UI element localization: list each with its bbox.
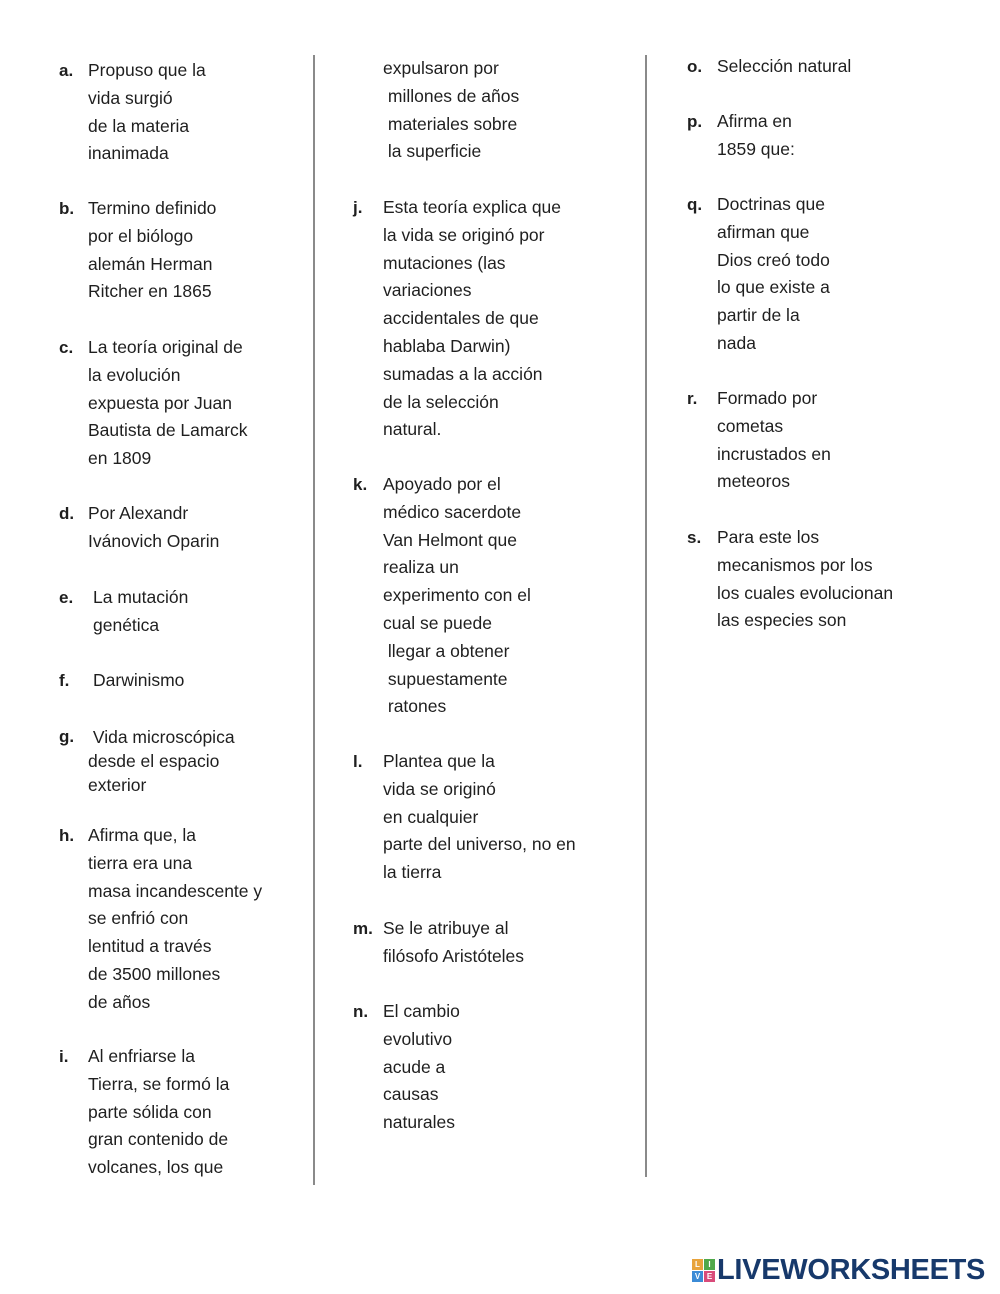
item-text: Termino definido por el biólogo alemán Herman Ritcher en 1865 xyxy=(88,198,217,302)
item-letter: p. xyxy=(687,112,703,131)
item-text: Se le atribuye al filósofo Aristóteles xyxy=(383,918,525,966)
item-letter: d. xyxy=(59,504,75,523)
item-letter: o. xyxy=(687,57,703,76)
item-text: Propuso que la vida surgió de la materia inanimada xyxy=(88,60,206,164)
item-letter: r. xyxy=(687,389,698,408)
item-letter: a. xyxy=(59,61,74,80)
item-text: Doctrinas que afirman que Dios creó todo lo que existe a partir de la nada xyxy=(717,194,830,353)
item-letter: e. xyxy=(59,588,74,607)
item-letter: l. xyxy=(353,752,363,771)
item-text: Esta teoría explica que la vida se originó por mutaciones (las variaciones accidentales de que hablaba Darwin) sumadas a la acción de la selección natural. xyxy=(383,197,562,440)
badge-letter-l: L xyxy=(692,1259,703,1270)
item-letter: q. xyxy=(687,195,703,214)
item-text: Selección natural xyxy=(717,56,852,76)
item-i-continuation: expulsaron por millones de años materiales sobre la superficie xyxy=(383,58,520,162)
logo-badge-icon xyxy=(692,1259,715,1282)
item-letter: n. xyxy=(353,1002,369,1021)
item-letter: k. xyxy=(353,475,368,494)
item-letter: i. xyxy=(59,1047,69,1066)
item-text: La mutación genética xyxy=(93,587,189,635)
item-text: Plantea que la vida se originó en cualquier parte del universo, no en la tierra xyxy=(383,751,576,883)
item-text: Para este los mecanismos por los los cuales evolucionan las especies son xyxy=(717,527,894,631)
item-text: Apoyado por el médico sacerdote Van Helmont que realiza un experimento con el cual se puede llegar a obtener supuestamente ratones xyxy=(383,474,531,717)
badge-letter-i: I xyxy=(704,1259,715,1270)
item-letter: s. xyxy=(687,528,702,547)
item-letter: g. xyxy=(59,727,75,746)
liveworksheets-logo[interactable] xyxy=(692,1255,985,1285)
column-divider-2 xyxy=(645,55,647,1177)
item-text: Formado por cometas incrustados en meteoros xyxy=(717,388,831,492)
item-letter: m. xyxy=(353,919,373,938)
item-text: Afirma en 1859 que: xyxy=(717,111,795,159)
item-text: El cambio evolutivo acude a causas naturales xyxy=(383,1001,460,1133)
item-letter: j. xyxy=(353,198,363,217)
item-text: Por Alexandr Ivánovich Oparin xyxy=(88,503,220,551)
column-divider-1 xyxy=(313,55,315,1185)
item-letter: c. xyxy=(59,338,74,357)
item-text: Darwinismo xyxy=(93,670,185,690)
badge-letter-v: V xyxy=(692,1271,703,1282)
item-letter: b. xyxy=(59,199,75,218)
badge-letter-e: E xyxy=(704,1271,715,1282)
logo-text: LIVEWORKSHEETS xyxy=(717,1253,986,1286)
item-letter: f. xyxy=(59,671,70,690)
item-text: Afirma que, la tierra era una masa incandescente y se enfrió con lentitud a través de 3500 millones de años xyxy=(88,825,263,1012)
item-text: La teoría original de la evolución expuesta por Juan Bautista de Lamarck en 1809 xyxy=(88,337,248,469)
item-letter: h. xyxy=(59,826,75,845)
item-text: Al enfriarse la Tierra, se formó la parte sólida con gran contenido de volcanes, los que xyxy=(88,1046,230,1178)
item-text: Vida microscópica desde el espacio exterior xyxy=(88,727,235,795)
